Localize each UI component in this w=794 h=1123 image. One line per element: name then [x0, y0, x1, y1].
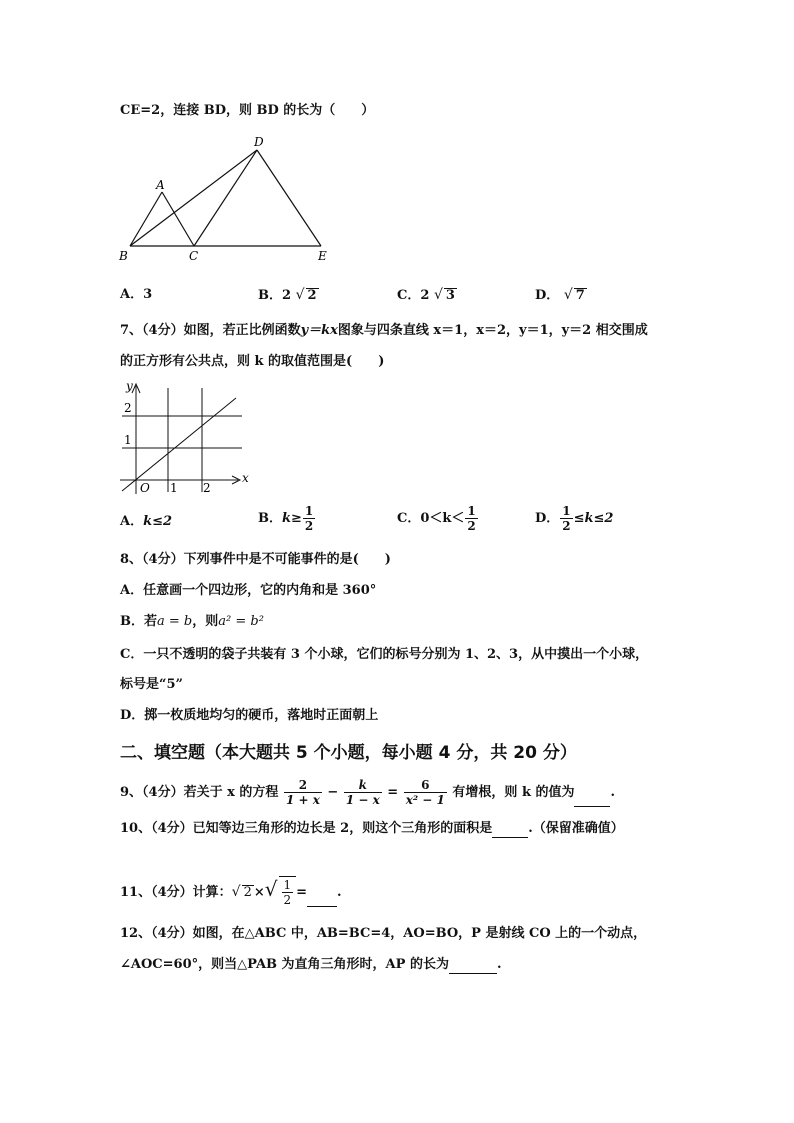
label-C: C: [189, 249, 199, 263]
option-coef: 2: [282, 288, 292, 303]
option-label: D．: [535, 511, 560, 526]
denominator: 2: [304, 519, 314, 533]
answer-blank[interactable]: [307, 892, 337, 907]
q7-option-d[interactable]: [535, 504, 613, 533]
radicand: 2: [307, 288, 317, 303]
label-B: B: [119, 249, 128, 263]
q12-line2: [120, 956, 501, 974]
q11-end: .: [337, 885, 342, 900]
q10-line: [120, 820, 624, 838]
minus-sign: −: [327, 785, 339, 800]
label-y2: 2: [124, 401, 132, 415]
q7-stem-line1: [120, 322, 648, 340]
equals-sign: =: [296, 885, 308, 900]
q10-text: 10、（4分）已知等边三角形的边长是 2，则这个三角形的面积是: [120, 821, 493, 836]
label-D: D: [254, 135, 264, 149]
fraction: [282, 878, 294, 907]
q11-prefix: 11、（4分）计算：: [120, 885, 232, 900]
equals-sign: =: [387, 785, 399, 800]
option-text: ≤k≤2: [573, 511, 614, 526]
q9-end: .: [610, 785, 616, 800]
label-x1: 1: [170, 481, 178, 495]
option-coef: 2: [420, 288, 430, 303]
denominator: 1 − x: [345, 793, 380, 807]
y-axis-arrow: [132, 384, 140, 393]
option-label: B．: [258, 511, 282, 526]
segment-CD: [194, 150, 257, 246]
q6-option-b[interactable]: [258, 286, 319, 305]
q6-stem-tail: CE=2，连接 BD，则 BD 的长为（ ）: [120, 103, 375, 118]
q8-option-a[interactable]: A．任意画一个四边形，它的内角和是 360°: [120, 583, 377, 598]
option-label: C．: [397, 511, 421, 526]
option-label: A．: [120, 514, 144, 529]
q6-option-d[interactable]: [535, 286, 587, 305]
label-x: x: [242, 471, 249, 485]
q8-option-c-line2: 标号是“5”: [120, 677, 184, 692]
label-y1: 1: [124, 433, 132, 447]
label-E: E: [318, 249, 327, 263]
option-label: D．: [535, 288, 560, 303]
q6-option-c[interactable]: [397, 286, 457, 305]
q9-line: [120, 778, 615, 807]
q7-prefix: 7、（4分）如图，若正比例函数: [120, 323, 301, 338]
fraction: [560, 504, 572, 533]
q7-rest: 图象与四条直线 x＝1，x＝2，y＝1，y＝2 相交围成: [337, 323, 648, 338]
q7-option-a[interactable]: [120, 513, 172, 531]
segment-AC: [162, 192, 194, 246]
radical-sign: √: [563, 287, 573, 303]
radical-sign: √: [433, 287, 443, 303]
segment-DE: [257, 150, 321, 246]
q8-option-d[interactable]: D．掷一枚质地均匀的硬币，落地时正面朝上: [120, 708, 379, 723]
answer-blank[interactable]: [492, 823, 528, 838]
fraction-3: [404, 778, 447, 807]
q12-end: .: [496, 957, 502, 972]
q7-option-c[interactable]: [397, 504, 479, 533]
option-prefix: B．若: [120, 614, 157, 629]
segment-BD: [130, 150, 257, 246]
numerator: k: [344, 778, 382, 793]
option-text: k≥: [282, 511, 302, 526]
q8-option-b[interactable]: [120, 613, 264, 631]
radical-sign: √: [295, 287, 305, 303]
denominator: 2: [467, 519, 476, 533]
q9-suffix: 有增根，则 k 的值为: [452, 785, 575, 800]
option-label: C．: [397, 288, 421, 303]
q8-stem: 8、（4分）下列事件中是不可能事件的是( ): [120, 552, 391, 567]
x-axis-arrow: [232, 476, 240, 484]
denominator: 1 + x: [285, 793, 320, 807]
radicand: 2: [243, 885, 252, 900]
q7-option-b[interactable]: [258, 504, 316, 533]
radicand: [279, 876, 297, 907]
numerator: 1: [283, 878, 292, 892]
option-mid: ，则: [192, 614, 219, 629]
fraction-1: [284, 778, 322, 807]
label-x2: 2: [203, 481, 211, 495]
radical-sign: √: [231, 884, 241, 900]
fraction-2: [344, 778, 382, 807]
option-text: 0＜k＜: [420, 511, 465, 526]
q12-text: ∠AOC=60°，则当△PAB 为直角三角形时，AP 的长为: [120, 957, 449, 972]
times-sign: ×: [253, 885, 265, 900]
segment-BA: [130, 192, 162, 246]
q7-stem-line2: 的正方形有公共点，则 k 的取值范围是( ): [120, 354, 385, 369]
numerator: 1: [467, 504, 476, 518]
option-text: k≤2: [143, 514, 173, 529]
math-expression: a² = b²: [218, 614, 264, 629]
numerator: 1: [304, 504, 314, 518]
answer-blank[interactable]: [449, 959, 497, 974]
function-line: [122, 398, 236, 491]
q6-option-a[interactable]: [120, 286, 152, 304]
q8-option-c-line1[interactable]: C．一只不透明的袋子共装有 3 个小球，它们的标号分别为 1、2、3，从中摸出一个小球，: [120, 647, 649, 662]
fraction: [465, 504, 477, 533]
denominator: x² − 1: [405, 793, 445, 807]
fraction: [303, 504, 315, 533]
radical-sign: √: [264, 877, 278, 901]
label-origin: O: [140, 481, 150, 495]
radicand: 3: [445, 288, 455, 303]
numerator: 2: [284, 778, 322, 793]
q7-func: y＝kx: [300, 323, 338, 338]
q12-line1: 12、（4分）如图，在△ABC 中，AB=BC=4，AO=BO，P 是射线 CO 上的一个动点，: [120, 926, 647, 941]
option-label: B．: [258, 288, 282, 303]
option-label: A．: [120, 287, 144, 302]
answer-blank[interactable]: [574, 792, 610, 807]
q9-prefix: 9、（4分）若关于 x 的方程: [120, 785, 279, 800]
q11-line: [120, 876, 342, 907]
section-title: 二、填空题（本大题共 5 个小题，每小题 4 分，共 20 分）: [120, 743, 577, 763]
numerator: 6: [404, 778, 447, 793]
math-expression: a = b: [157, 614, 193, 629]
option-value: 3: [143, 287, 153, 302]
label-A: A: [156, 178, 165, 192]
radicand: 7: [575, 288, 585, 303]
denominator: 2: [283, 893, 292, 907]
label-y: y: [126, 379, 133, 393]
q10-end: .（保留准确值）: [528, 821, 624, 836]
numerator: 1: [562, 504, 571, 518]
denominator: 2: [562, 519, 571, 533]
